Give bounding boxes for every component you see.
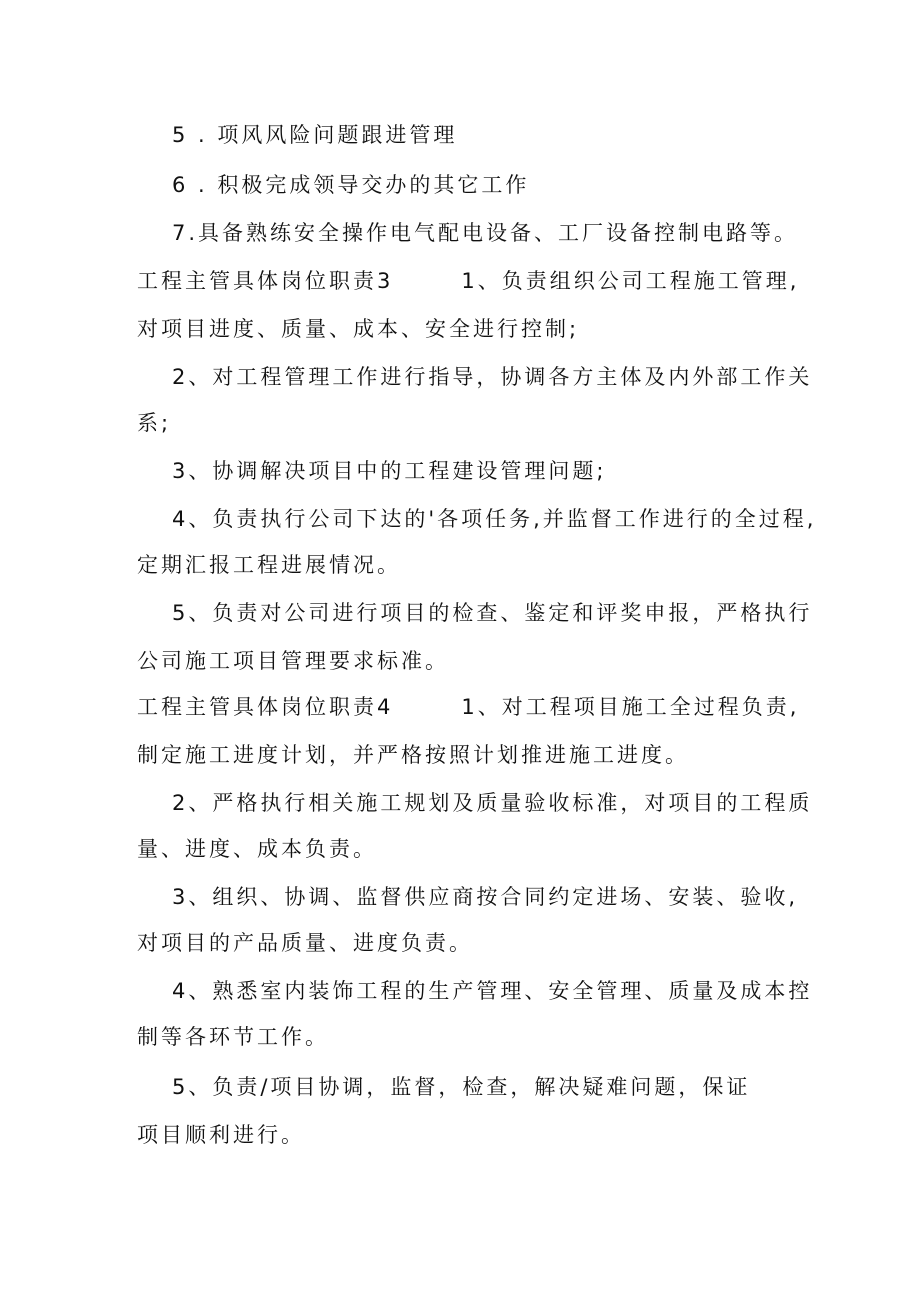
section-4-item-3: 3、组织、协调、监督供应商按合同约定进场、安装、验收, — [172, 885, 799, 909]
section-3-item-2-cont: 系; — [137, 411, 172, 435]
section-4-item-2-cont: 量、进度、成本负责。 — [137, 837, 377, 861]
section-3-heading: 工程主管具体岗位职责3 — [137, 269, 394, 293]
section-3-item-3: 3、协调解决项目中的工程建设管理问题; — [172, 459, 607, 483]
section-3-item-4-cont: 定期汇报工程进展情况。 — [137, 553, 401, 577]
section-4-item-4: 4、熟悉室内装饰工程的生产管理、安全管理、质量及成本控 — [172, 979, 813, 1003]
section-4-item-5: 5、负责/项目协调，监督，检查，解决疑难问题，保证 — [172, 1075, 751, 1099]
section-3-item-2: 2、对工程管理工作进行指导，协调各方主体及内外部工作关 — [172, 365, 813, 389]
section-3-heading-row — [137, 266, 799, 296]
section-4-item-2: 2、严格执行相关施工规划及质量验收标准，对项目的工程质 — [172, 791, 813, 815]
section-4-item-4-cont: 制等各环节工作。 — [137, 1025, 329, 1049]
section-3-item-1: 1、负责组织公司工程施工管理, — [461, 269, 800, 293]
section-4-item-3-cont: 对项目的产品质量、进度负责。 — [137, 931, 473, 955]
section-3-item-5-cont: 公司施工项目管理要求标准。 — [137, 649, 449, 673]
section-4-heading: 工程主管具体岗位职责4 — [137, 695, 394, 719]
list-item-5: 5 . 项风风险问题跟进管理 — [172, 123, 458, 147]
section-4-item-1-cont: 制定施工进度计划，并严格按照计划推进施工进度。 — [137, 743, 689, 767]
section-3-item-5: 5、负责对公司进行项目的检查、鉴定和评奖申报，严格执行 — [172, 601, 813, 625]
section-4-item-1: 1、对工程项目施工全过程负责, — [461, 695, 800, 719]
section-4-item-5-cont: 项目顺利进行。 — [137, 1123, 305, 1147]
section-4-heading-row — [137, 692, 799, 722]
section-3-item-4: 4、负责执行公司下达的'各项任务,并监督工作进行的全过程, — [172, 507, 817, 531]
section-3-item-1-cont: 对项目进度、质量、成本、安全进行控制; — [137, 317, 580, 341]
list-item-7: 7.具备熟练安全操作电气配电设备、工厂设备控制电路等。 — [172, 221, 799, 245]
list-item-6: 6 . 积极完成领导交办的其它工作 — [172, 173, 530, 197]
